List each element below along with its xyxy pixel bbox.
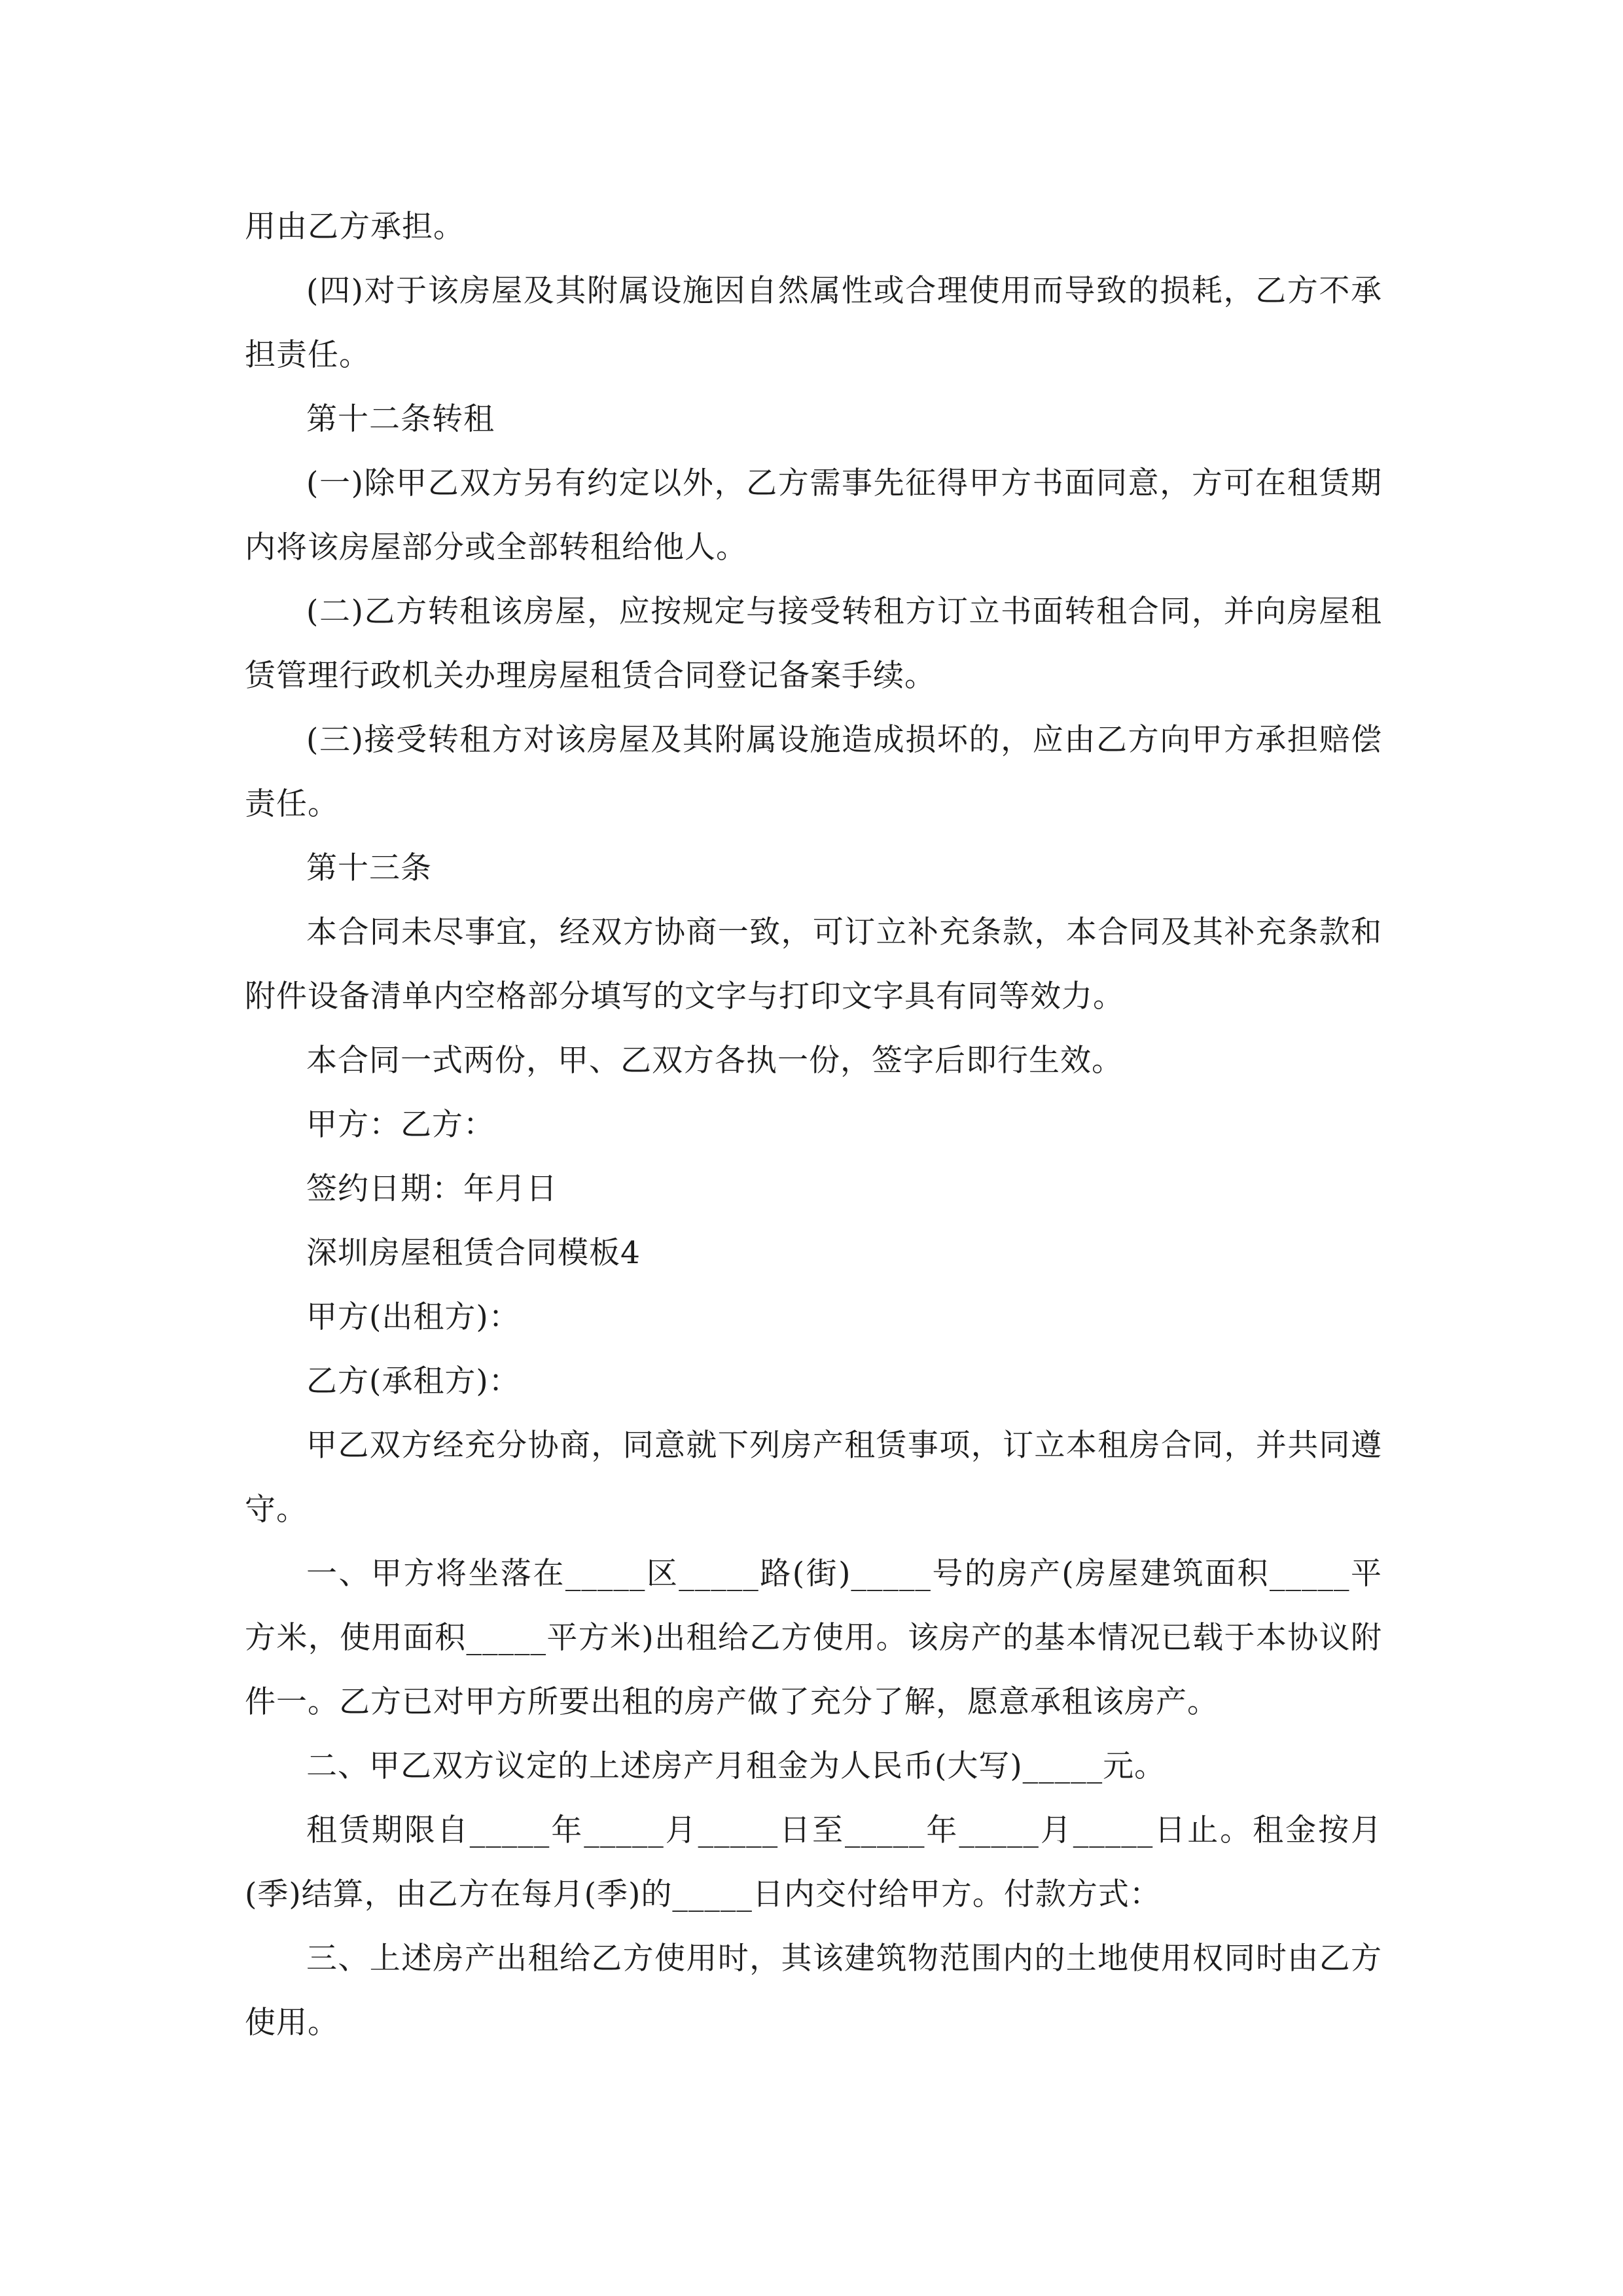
article-13-heading: 第十三条: [306, 850, 432, 886]
party-b-lessee-line: 乙方(承租方)：: [306, 1363, 520, 1399]
paragraph-continuation: 用由乙方承担。: [245, 209, 465, 245]
paragraph-supplementary-terms: 本合同未尽事宜，经双方协商一致，可订立补充条款，本合同及其补充条款和附件设备清单内空格部分填写的文字与打印文字具有同等效力。: [245, 914, 1382, 1014]
paragraph-clause-1-property: 一、甲方将坐落在_____区_____路(街)_____号的房产(房屋建筑面积_____平方米，使用面积_____平方米)出租给乙方使用。该房产的基本情况已载于本协议附件一。乙方已对甲方所要出租的房产做了充分了解，愿意承租该房产。: [245, 1556, 1382, 1720]
paragraph-sublease-1: (一)除甲乙双方另有约定以外，乙方需事先征得甲方书面同意，方可在租赁期内将该房屋部分或全部转租给他人。: [245, 465, 1382, 565]
party-a-lessor-line: 甲方(出租方)：: [306, 1299, 520, 1335]
paragraph-agreement-intro: 甲乙双方经充分协商，同意就下列房产租赁事项，订立本租房合同，并共同遵守。: [245, 1427, 1382, 1528]
signature-parties-line: 甲方：乙方：: [306, 1107, 495, 1143]
paragraph-clause-3-land-use: 三、上述房产出租给乙方使用时，其该建筑物范围内的土地使用权同时由乙方使用。: [245, 1941, 1382, 2041]
article-12-heading: 第十二条转租: [306, 401, 495, 437]
paragraph-sublease-3: (三)接受转租方对该房屋及其附属设施造成损坏的，应由乙方向甲方承担赔偿责任。: [245, 722, 1382, 822]
paragraph-lease-term: 租赁期限自_____年_____月_____日至_____年_____月_____日止。租金按月(季)结算，由乙方在每月(季)的_____日内交付给甲方。付款方式：: [245, 1812, 1382, 1912]
template-4-title: 深圳房屋租赁合同模板4: [306, 1235, 641, 1271]
signing-date-line: 签约日期：年月日: [306, 1171, 558, 1207]
paragraph-item-4: (四)对于该房屋及其附属设施因自然属性或合理使用而导致的损耗，乙方不承担责任。: [245, 273, 1382, 373]
document-body: [245, 195, 1382, 2055]
paragraph-copies: 本合同一式两份，甲、乙双方各执一份，签字后即行生效。: [306, 1043, 1123, 1079]
paragraph-clause-2-rent: 二、甲乙双方议定的上述房产月租金为人民币(大写)_____元。: [306, 1748, 1166, 1784]
paragraph-sublease-2: (二)乙方转租该房屋，应按规定与接受转租方订立书面转租合同，并向房屋租赁管理行政机关办理房屋租赁合同登记备案手续。: [245, 594, 1382, 694]
